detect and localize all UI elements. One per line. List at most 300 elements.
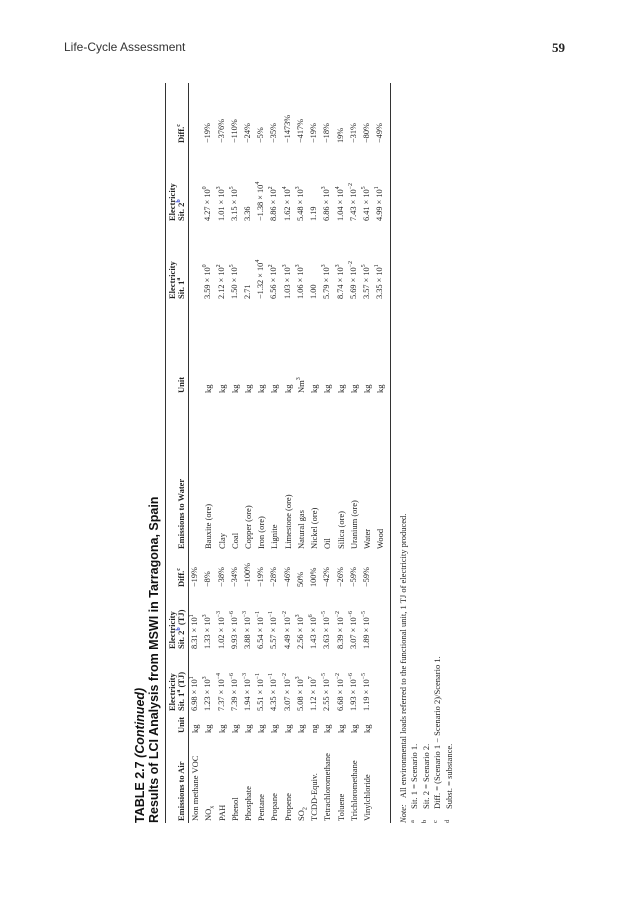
water-elec1-value-mantissa: 3.59 × 10: [203, 267, 213, 299]
water-diff-value: −18%: [322, 123, 332, 143]
note-lead: Note:: [397, 804, 408, 823]
water-substance: Water: [361, 528, 372, 549]
air-elec1-value-mantissa: 6.68 × 10: [335, 679, 345, 711]
air-elec2-value-exponent: −2: [281, 610, 288, 618]
water-elec1-value-exponent: 5: [361, 264, 368, 268]
water-elec1-value-mantissa: −1.32 × 10: [256, 262, 266, 299]
water-elec2-value: [229, 145, 242, 223]
water-unit: [347, 301, 360, 395]
air-diff-value: 50%: [295, 571, 305, 587]
air-substance-name: SO: [295, 810, 306, 821]
water-elec1-value: [188, 223, 202, 301]
water-unit-text: kg: [309, 384, 320, 393]
water-unit: [255, 301, 268, 395]
water-elec2-value: [347, 145, 360, 223]
air-substance-name: TCDD-Equiv.: [309, 773, 320, 821]
water-unit: [229, 301, 242, 395]
water-elec1-value-mantissa: 1.06 × 10: [295, 267, 305, 299]
air-elec1-value: [295, 651, 308, 713]
air-substance-subscript: 2: [302, 807, 309, 811]
air-diff-value: −19%: [190, 567, 200, 587]
air-elec1-value-mantissa: 1.94 × 10: [243, 679, 253, 711]
water-elec1-value-exponent: 3: [321, 264, 328, 268]
header-w-elec1: [166, 223, 189, 301]
water-unit-text: kg: [229, 384, 240, 393]
note-mark: c: [432, 820, 440, 823]
air-elec2-value: [268, 589, 281, 651]
water-elec1-value-mantissa: 1.00: [309, 284, 319, 299]
air-diff-value: 100%: [309, 567, 319, 587]
air-elec1-value-exponent: 1: [189, 676, 196, 680]
water-elec2-value: [255, 145, 268, 223]
water-substance: Coal: [229, 532, 240, 549]
water-diff-value: −1473%: [282, 114, 292, 143]
note-mark: b: [420, 819, 428, 823]
air-elec2-value-exponent: −1: [255, 610, 262, 618]
water-unit: [242, 301, 255, 395]
air-elec1-value: [229, 651, 242, 713]
air-elec1-value-exponent: −1: [268, 672, 275, 680]
table-row: [334, 83, 347, 823]
air-elec1-value: [308, 651, 321, 713]
water-elec1-value: [308, 223, 321, 301]
air-elec2-value-mantissa: 2.56 × 10: [295, 617, 305, 649]
water-elec1-value-exponent: 2: [268, 264, 275, 268]
header-elec1-line1: Electricity: [167, 673, 177, 711]
water-elec1-value: [215, 223, 228, 301]
water-unit-text: kg: [322, 384, 333, 393]
lci-table: [165, 83, 391, 823]
air-unit-text: kg: [348, 724, 359, 733]
air-unit: [347, 713, 360, 735]
air-elec1-value: [321, 651, 334, 713]
water-unit-text: kg: [203, 384, 214, 393]
water-elec2-value: [308, 145, 321, 223]
header-air-name: Emissions to Air: [166, 735, 189, 823]
water-elec2-value-mantissa: 6.86 × 10: [322, 189, 332, 221]
water-elec2-value: [188, 145, 202, 223]
table-row: [281, 83, 294, 823]
air-unit: [321, 713, 334, 735]
header-w-diff-mark: c: [176, 124, 183, 127]
table-row: [308, 83, 321, 823]
water-elec1-value: [268, 223, 281, 301]
air-unit-text: kg: [243, 724, 254, 733]
air-diff-value: −46%: [282, 567, 292, 587]
air-elec2-value-exponent: 3: [295, 614, 302, 618]
empty-cell: [374, 713, 390, 735]
water-substance: Bauxite (ore): [203, 503, 214, 549]
water-elec2-value: [321, 145, 334, 223]
air-diff-value: −28%: [269, 567, 279, 587]
water-elec2-value-exponent: −2: [348, 182, 354, 190]
air-substance: [295, 735, 308, 823]
air-elec2-value-exponent: 6: [308, 614, 315, 618]
water-unit: [281, 301, 294, 395]
table-row: [255, 83, 268, 823]
air-unit: [229, 713, 242, 735]
air-unit: [281, 713, 294, 735]
table-row: [374, 83, 390, 823]
water-substance: Clay: [216, 532, 227, 549]
water-elec2-value: [215, 145, 228, 223]
air-substance: [361, 735, 374, 823]
water-elec2-value: [268, 145, 281, 223]
note-mark: a: [409, 820, 417, 823]
water-unit-text: kg: [282, 384, 293, 393]
air-substance-name: Non methane VOC: [190, 755, 201, 821]
water-substance: Iron (ore): [256, 516, 267, 549]
air-elec2-value-exponent: −5: [321, 610, 328, 618]
water-elec2-value-exponent: 4: [281, 186, 288, 190]
air-substance-name: Tetrachloromethane: [322, 753, 333, 821]
air-elec1-value-mantissa: 1.19 × 10: [361, 679, 371, 711]
air-substance: [321, 735, 334, 823]
air-substance-name: Phosphate: [243, 786, 254, 821]
header-w-elec2-mark: b: [176, 199, 183, 203]
table-row: [229, 83, 242, 823]
air-substance: [215, 735, 228, 823]
table-label-continued: (Continued): [133, 687, 147, 758]
water-elec2-value-exponent: 3: [321, 186, 328, 190]
air-elec2-value-mantissa: 4.49 × 10: [282, 617, 292, 649]
water-substance: Oil: [322, 538, 333, 549]
air-unit: [295, 713, 308, 735]
air-elec1-value: [281, 651, 294, 713]
table-notes: [398, 83, 455, 823]
note-text: Subst. = substance.: [443, 743, 454, 809]
air-elec1-value: [268, 651, 281, 713]
water-elec2-value-exponent: 4: [255, 181, 262, 185]
water-unit: [361, 301, 374, 395]
table-row: [202, 83, 215, 823]
air-unit-text: kg: [216, 724, 227, 733]
air-elec1-value: [188, 651, 202, 713]
air-elec2-value-mantissa: 3.63 × 10: [322, 617, 332, 649]
empty-cell: [374, 589, 390, 651]
air-elec1-value: [215, 651, 228, 713]
air-elec1-value: [255, 651, 268, 713]
air-elec2-value-exponent: −2: [334, 610, 341, 618]
air-unit-text: kg: [282, 724, 293, 733]
air-elec1-value: [242, 651, 255, 713]
air-elec2-value-mantissa: 8.39 × 10: [335, 617, 345, 649]
air-unit-text: kg: [361, 724, 372, 733]
water-elec2-value-mantissa: 1.62 × 10: [282, 189, 292, 221]
water-unit-text: kg: [375, 384, 386, 393]
water-elec1-value: [374, 223, 390, 301]
air-diff-value: −42%: [322, 567, 332, 587]
air-unit-text: kg: [269, 724, 280, 733]
water-substance: Nickel (ore): [309, 507, 320, 549]
water-diff-value: [188, 83, 202, 145]
table-row: [268, 83, 281, 823]
water-diff-value: −19%: [309, 123, 319, 143]
air-elec1-value-exponent: 3: [202, 676, 209, 680]
air-substance: [308, 735, 321, 823]
water-elec2-value-exponent: 0: [202, 186, 209, 190]
water-diff-value: −24%: [243, 123, 253, 143]
air-unit: [361, 713, 374, 735]
header-unit: Unit: [166, 713, 189, 735]
air-elec1-value-mantissa: 7.37 × 10: [216, 679, 226, 711]
water-unit: [295, 301, 308, 395]
note-item: [444, 83, 455, 823]
water-elec1-value: [255, 223, 268, 301]
water-elec2-value: [242, 145, 255, 223]
water-elec2-value: [295, 145, 308, 223]
header-elec1-mark: a: [176, 689, 183, 693]
water-elec2-value: [202, 145, 215, 223]
note-main-text: All environmental loads referred to the functional unit, 1 TJ of electricity produced.: [397, 513, 408, 799]
empty-cell: [374, 651, 390, 713]
air-elec2-value-mantissa: 8.31 × 10: [190, 617, 200, 649]
table-label: [133, 83, 147, 823]
header-unit2: Unit: [166, 301, 189, 395]
water-elec2-value-exponent: 4: [334, 186, 341, 190]
air-elec2-value-exponent: −5: [361, 610, 368, 618]
air-substance: [242, 735, 255, 823]
water-diff-value: −19%: [203, 123, 213, 143]
water-elec1-value: [229, 223, 242, 301]
air-elec2-value-mantissa: 9.93 × 10: [229, 617, 239, 649]
water-elec1-value-exponent: 3: [295, 264, 302, 268]
air-unit-text: kg: [295, 724, 306, 733]
water-elec2-value-mantissa: 3.36: [243, 206, 253, 221]
air-elec1-value-mantissa: 2.55 × 10: [322, 679, 332, 711]
air-substance: [202, 735, 215, 823]
water-elec2-value-mantissa: 1.19: [309, 206, 319, 221]
note-mark: d: [443, 819, 451, 823]
water-unit: [202, 301, 215, 395]
water-elec2-value-mantissa: 1.04 × 10: [335, 189, 345, 221]
note-main: [398, 83, 409, 823]
air-substance-name: Vinylchloride: [361, 774, 372, 821]
water-elec2-value-exponent: 2: [268, 186, 275, 190]
air-substance-name: Pentane: [256, 794, 267, 821]
table-row: [242, 83, 255, 823]
water-unit-text: kg: [348, 384, 359, 393]
air-diff-value: −26%: [335, 567, 345, 587]
water-diff-value: −376%: [216, 118, 226, 143]
air-elec1-value-exponent: −5: [321, 672, 328, 680]
water-elec2-value-mantissa: 7.43 × 10: [348, 189, 358, 221]
water-substance: Natural gas: [295, 510, 306, 549]
air-unit-text: kg: [203, 724, 214, 733]
air-elec2-value: [242, 589, 255, 651]
header-w-diff-label: Diff.: [175, 126, 186, 143]
note-item: [432, 83, 443, 823]
water-elec2-value-mantissa: −1.38 × 10: [256, 184, 266, 221]
note-text: Sit. 2 = Scenario 2.: [420, 743, 431, 809]
water-diff-value: −417%: [295, 118, 305, 143]
air-elec1-value-mantissa: 3.07 × 10: [282, 679, 292, 711]
air-diff-value: −59%: [348, 567, 358, 587]
water-unit: [321, 301, 334, 395]
air-elec1-value-exponent: −6: [229, 672, 236, 680]
air-elec1-value-mantissa: 7.39 × 10: [229, 679, 239, 711]
water-elec2-value-mantissa: 8.86 × 10: [269, 189, 279, 221]
header-w-elec2: [166, 145, 189, 223]
water-elec1-value-mantissa: 6.56 × 10: [269, 267, 279, 299]
water-diff-value: −80%: [361, 123, 371, 143]
water-elec2-value: [334, 145, 347, 223]
air-elec2-value: [215, 589, 228, 651]
note-text: Diff. = (Scenario 1 − Scenario 2)/Scenario 1.: [432, 656, 443, 809]
water-elec2-value: [374, 145, 390, 223]
air-substance: [347, 735, 360, 823]
header-elec2-mark: b: [176, 627, 183, 631]
air-elec1-value-mantissa: 5.51 × 10: [256, 679, 266, 711]
header-w-elec1-line2: Sit. 1: [175, 280, 186, 299]
air-substance-name: Trichloromethane: [348, 760, 359, 821]
header-diff-label: Diff.: [175, 570, 186, 587]
air-elec1-value-mantissa: 1.93 × 10: [348, 679, 358, 711]
water-elec2-value-exponent: 5: [229, 186, 236, 190]
air-substance-subscript: x: [210, 805, 217, 809]
water-elec1-value: [334, 223, 347, 301]
empty-cell: [374, 735, 390, 823]
air-unit: [308, 713, 321, 735]
water-substance: Copper (ore): [243, 505, 254, 549]
water-unit: [215, 301, 228, 395]
table-body: [188, 83, 390, 823]
air-substance-name: PAH: [216, 804, 227, 821]
water-unit-text: kg: [256, 384, 267, 393]
air-elec1-value-exponent: 7: [308, 676, 315, 680]
air-elec1-value-mantissa: 4.35 × 10: [269, 679, 279, 711]
table-row: [295, 83, 308, 823]
air-diff-value: −100%: [243, 562, 253, 587]
air-unit: [255, 713, 268, 735]
water-substance: Silica (ore): [335, 511, 346, 549]
water-elec2-value: [281, 145, 294, 223]
air-elec2-value-mantissa: 3.07 × 10: [348, 617, 358, 649]
air-unit: [215, 713, 228, 735]
air-unit-text: kg: [229, 724, 240, 733]
table-row: [215, 83, 228, 823]
air-elec2-value: [295, 589, 308, 651]
water-diff-value: −49%: [375, 123, 385, 143]
air-elec2-value-mantissa: 3.88 × 10: [243, 617, 253, 649]
water-unit-text: kg: [335, 384, 346, 393]
page-number: 59: [552, 40, 565, 55]
air-elec2-value-mantissa: 6.54 × 10: [256, 617, 266, 649]
water-unit: [268, 301, 281, 395]
water-elec2-value: [361, 145, 374, 223]
air-unit: [242, 713, 255, 735]
water-diff-value: −35%: [269, 123, 279, 143]
water-elec1-value-mantissa: 1.03 × 10: [282, 267, 292, 299]
air-elec2-value-exponent: −1: [268, 610, 275, 618]
header-w-diff: [166, 83, 189, 145]
water-elec2-value-mantissa: 3.15 × 10: [229, 189, 239, 221]
water-elec1-value-mantissa: 3.57 × 10: [361, 267, 371, 299]
water-unit: [308, 301, 321, 395]
air-substance: [229, 735, 242, 823]
air-elec1-value-exponent: −2: [281, 672, 288, 680]
air-elec2-value-exponent: −6: [348, 610, 354, 618]
air-substance-name: Propane: [269, 793, 280, 821]
water-unit-text: kg: [243, 384, 254, 393]
air-elec2-value: [255, 589, 268, 651]
header-diff-mark: c: [176, 568, 183, 571]
water-elec1-value-exponent: 3: [281, 264, 288, 268]
table-row: [321, 83, 334, 823]
water-unit: [334, 301, 347, 395]
water-elec1-value: [202, 223, 215, 301]
header-elec2-unit: (TJ): [175, 609, 186, 626]
header-elec2-line2: Sit. 2: [175, 630, 186, 649]
water-substance: Limestone (ore): [282, 494, 293, 549]
air-substance-name: Toluene: [335, 793, 346, 821]
water-unit: [374, 301, 390, 395]
running-head-title: Life-Cycle Assessment: [64, 40, 186, 54]
header-elec1-line2: Sit. 1: [175, 692, 186, 711]
air-elec2-value-exponent: 1: [189, 614, 196, 618]
air-unit: [268, 713, 281, 735]
air-substance: [281, 735, 294, 823]
water-unit-text: Nm: [295, 380, 306, 393]
note-item: [421, 83, 432, 823]
water-elec1-value: [347, 223, 360, 301]
water-unit-text: kg: [269, 384, 280, 393]
water-elec1-value: [321, 223, 334, 301]
water-elec1-value: [295, 223, 308, 301]
water-substance: Lignite: [269, 524, 280, 549]
air-elec1-value-mantissa: 5.08 × 10: [295, 679, 305, 711]
water-elec1-value-exponent: 4: [255, 259, 262, 263]
water-elec2-value-exponent: 3: [295, 186, 302, 190]
air-diff-value: −8%: [203, 571, 213, 587]
air-elec2-value: [361, 589, 374, 651]
note-text: Sit. 1 = Scenario 1.: [409, 743, 420, 809]
air-diff-value: −34%: [229, 567, 239, 587]
water-elec1-value-exponent: 3: [334, 264, 341, 268]
air-elec2-value-exponent: −6: [229, 610, 236, 618]
air-elec1-value-mantissa: 1.12 × 10: [309, 679, 319, 711]
air-elec1-value-exponent: −3: [242, 672, 249, 680]
air-elec1-value-mantissa: 1.23 × 10: [203, 679, 213, 711]
air-diff-value: −38%: [216, 567, 226, 587]
water-diff-value: 19%: [335, 127, 345, 143]
water-substance: Wood: [375, 528, 386, 549]
air-diff-value: −59%: [361, 567, 371, 587]
air-elec2-value: [334, 589, 347, 651]
header-w-elec2-line1: Electricity: [167, 183, 177, 221]
air-elec2-value: [281, 589, 294, 651]
running-head: [64, 40, 565, 60]
table-row: [188, 83, 202, 823]
table-header-row: [166, 83, 189, 823]
table-label-main: TABLE 2.7: [133, 761, 147, 823]
air-substance: [255, 735, 268, 823]
air-elec1-value-exponent: −1: [255, 672, 262, 680]
water-elec1-value: [361, 223, 374, 301]
air-elec2-value-mantissa: 1.33 × 10: [203, 617, 213, 649]
water-elec2-value-exponent: 5: [361, 186, 368, 190]
water-elec1-value-exponent: −2: [348, 260, 354, 268]
water-elec2-value-exponent: 3: [215, 186, 222, 190]
water-unit-text: kg: [361, 384, 372, 393]
water-elec1-value-exponent: 2: [215, 264, 222, 268]
air-substance: [334, 735, 347, 823]
air-elec1-value: [347, 651, 360, 713]
water-substance: Uranium (ore): [348, 500, 359, 549]
water-elec1-value-mantissa: 5.69 × 10: [348, 267, 358, 299]
air-elec1-value-exponent: −2: [334, 672, 341, 680]
water-elec1-value-exponent: 5: [229, 264, 236, 268]
